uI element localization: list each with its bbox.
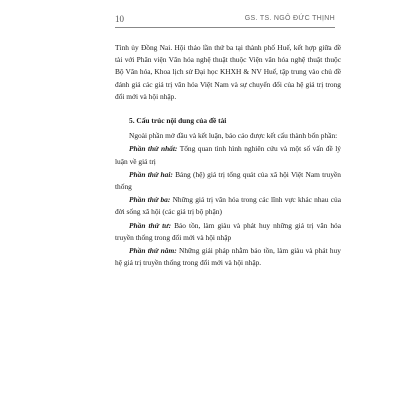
paragraph: Tỉnh ủy Đồng Nai. Hội thảo lần thứ ba tại thành phố Huế, kết hợp giữa đề tài với Phân viện Văn hóa nghệ thuật thuộc Viện văn hóa nghệ thuật thuộc Bộ Văn hóa, Khoa lịch sử Đại học KHXH & NV Huế, tập trung vào chủ đề đánh giá các giá trị văn hóa Việt Nam và sự chuyển đổi của hệ giá trị trong đổi mới và hội nhập.	[115, 43, 341, 101]
part-label: Phần thứ hai:	[129, 169, 173, 179]
page-number: 10	[115, 14, 124, 24]
page-body	[115, 42, 341, 270]
part-item	[115, 245, 341, 269]
part-label: Phần thứ nhất:	[129, 144, 178, 154]
part-text: Bảo tồn, làm giàu và phát huy những giá trị văn hóa truyền thống trong đổi mới và hội nhập	[115, 220, 341, 242]
part-label: Phần thứ ba:	[129, 195, 171, 205]
part-item	[115, 220, 341, 244]
running-head: GS. TS. NGÔ ĐỨC THỊNH	[244, 15, 335, 22]
part-label: Phần thứ năm:	[129, 246, 177, 256]
part-text: Tổng quan tình hình nghiên cứu và một số vấn đề lý luận về giá trị	[115, 144, 341, 166]
paragraph: Ngoài phần mở đầu và kết luận, báo cáo được kết cấu thành bốn phần:	[129, 131, 338, 141]
part-item	[115, 143, 341, 167]
part-text: Những giá trị văn hóa trong các lĩnh vực khác nhau của đời sống xã hội (các giá trị bộ phận)	[115, 195, 341, 217]
header-rule	[115, 27, 335, 28]
part-item	[115, 194, 341, 218]
page-header	[115, 14, 335, 30]
section-heading: 5. Cấu trúc nội dung của đề tài	[129, 116, 227, 126]
part-label: Phần thứ tư:	[129, 220, 172, 230]
part-text: Những giải pháp nhằm bảo tồn, làm giàu và phát huy hệ giá trị truyền thống trong đổi mới và hội nhập.	[115, 246, 341, 268]
part-text: Bảng (hệ) giá trị tổng quát của xã hội Việt Nam truyền thống	[115, 169, 341, 192]
part-item	[115, 169, 341, 193]
